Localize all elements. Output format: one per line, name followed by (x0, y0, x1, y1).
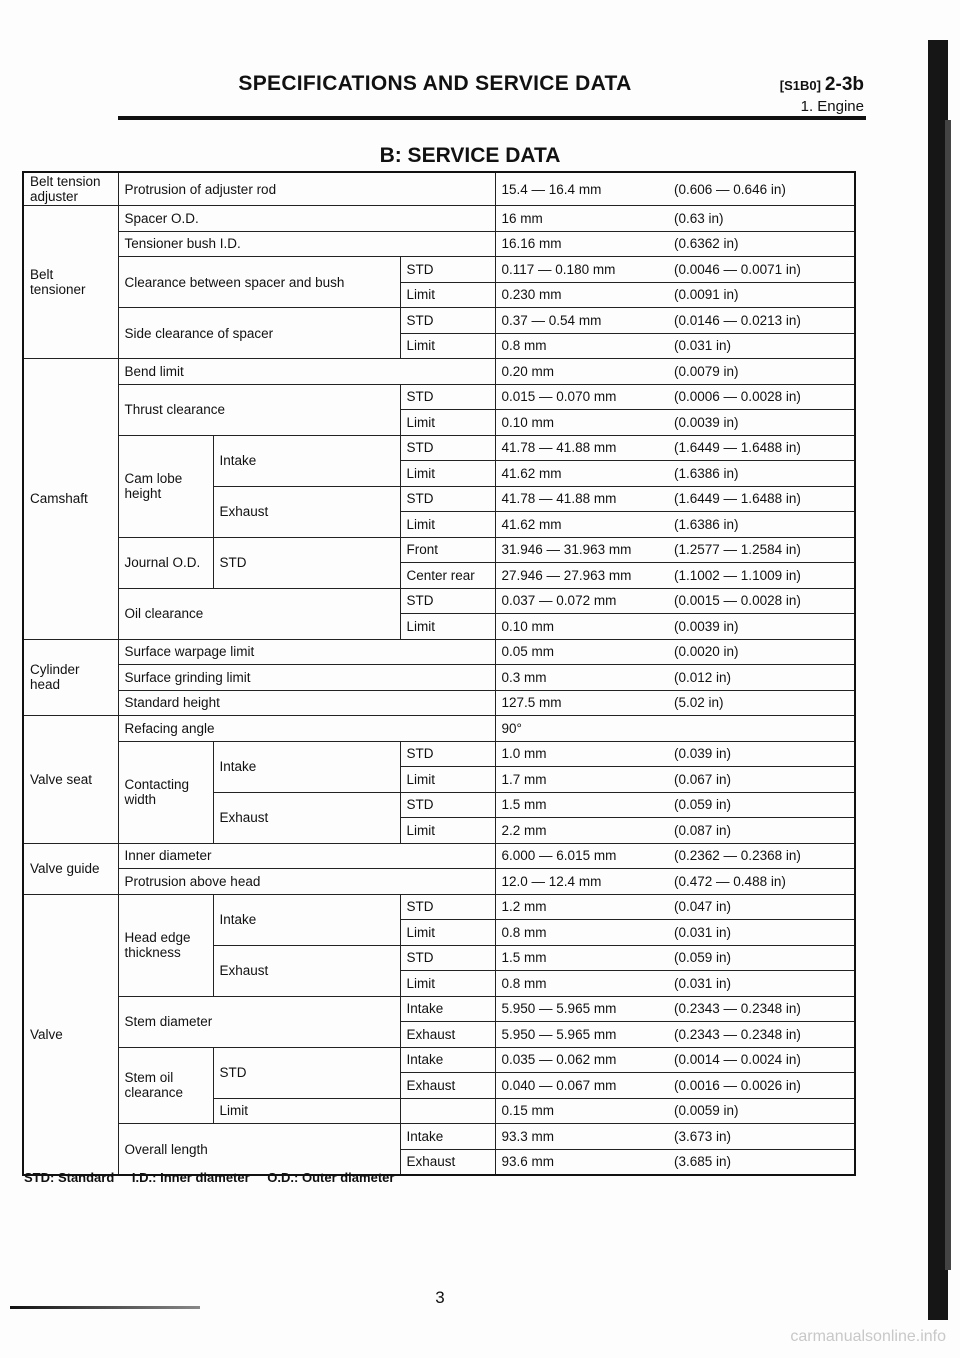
value-mm: 31.946 — 31.963 mm (495, 537, 668, 563)
qualifier: STD (400, 486, 495, 512)
value-in: (0.031 in) (668, 971, 855, 997)
binding-strip-edge (945, 120, 951, 1270)
value-mm: 90° (495, 716, 668, 742)
value-in: (0.0020 in) (668, 639, 855, 665)
chapter-subtitle: 1. Engine (800, 98, 864, 115)
page-number: 3 (435, 1288, 445, 1307)
value-in: (1.6386 in) (668, 461, 855, 487)
table-row (23, 996, 855, 1022)
value-in: (0.039 in) (668, 741, 855, 767)
value-mm: 1.5 mm (495, 945, 668, 971)
section-code (780, 74, 864, 96)
value-in: (0.031 in) (668, 333, 855, 359)
group-label: Cylinder head (23, 639, 118, 716)
table-row (23, 537, 855, 563)
item-label: Contacting width (118, 741, 213, 843)
section-code-number: 2-3b (824, 74, 864, 95)
value-mm: 0.37 — 0.54 mm (495, 308, 668, 334)
value-mm: 0.10 mm (495, 410, 668, 436)
value-mm: 0.20 mm (495, 359, 668, 385)
item-label: Thrust clearance (118, 384, 400, 435)
table-row (23, 359, 855, 385)
table-row (23, 1047, 855, 1073)
qualifier: Limit (400, 614, 495, 640)
item-label: Journal O.D. (118, 537, 213, 588)
qualifier: STD (400, 741, 495, 767)
value-in: (0.087 in) (668, 818, 855, 844)
footer-rule (10, 1306, 200, 1309)
qualifier: STD (400, 945, 495, 971)
qualifier: Intake (400, 996, 495, 1022)
legend-id: I.D.: Inner diameter (131, 1170, 250, 1185)
qualifier: STD (400, 894, 495, 920)
sub-label: Exhaust (213, 486, 400, 537)
value-in: (0.0014 — 0.0024 in) (668, 1047, 855, 1073)
item-label: Oil clearance (118, 588, 400, 639)
value-mm: 41.62 mm (495, 461, 668, 487)
qualifier: Limit (400, 920, 495, 946)
table-row (23, 257, 855, 283)
table-row (23, 588, 855, 614)
value-mm: 0.15 mm (495, 1098, 668, 1124)
value-mm: 0.8 mm (495, 333, 668, 359)
table-row (23, 665, 855, 691)
value-mm: 1.0 mm (495, 741, 668, 767)
value-in: (0.606 — 0.646 in) (668, 172, 855, 206)
value-mm: 0.037 — 0.072 mm (495, 588, 668, 614)
value-mm: 93.3 mm (495, 1124, 668, 1150)
table-row (23, 639, 855, 665)
value-mm: 16 mm (495, 206, 668, 232)
value-in: (0.472 — 0.488 in) (668, 869, 855, 895)
table-row (23, 843, 855, 869)
item-label: Stem diameter (118, 996, 400, 1047)
item-label: Overall length (118, 1124, 400, 1176)
sub-label: STD (213, 1047, 400, 1098)
value-in: (0.0039 in) (668, 614, 855, 640)
value-mm: 2.2 mm (495, 818, 668, 844)
value-in: (0.0079 in) (668, 359, 855, 385)
qualifier: Limit (400, 282, 495, 308)
item-label: Refacing angle (118, 716, 495, 742)
value-in: (0.6362 in) (668, 231, 855, 257)
qualifier: Limit (400, 818, 495, 844)
value-in: (1.1002 — 1.1009 in) (668, 563, 855, 589)
value-in: (1.6386 in) (668, 512, 855, 538)
group-label: Belt tension adjuster (23, 172, 118, 206)
qualifier: STD (400, 308, 495, 334)
qualifier: Limit (400, 333, 495, 359)
item-label: Side clearance of spacer (118, 308, 400, 359)
table-row (23, 308, 855, 334)
qualifier: Limit (400, 767, 495, 793)
table-row (23, 690, 855, 716)
value-mm: 0.230 mm (495, 282, 668, 308)
item-label: Protrusion above head (118, 869, 495, 895)
value-mm: 12.0 — 12.4 mm (495, 869, 668, 895)
value-in: (1.2577 — 1.2584 in) (668, 537, 855, 563)
qualifier: Limit (400, 512, 495, 538)
sub-label: Intake (213, 741, 400, 792)
item-label: Tensioner bush I.D. (118, 231, 495, 257)
qualifier: STD (400, 792, 495, 818)
group-label: Valve seat (23, 716, 118, 844)
value-mm: 0.035 — 0.062 mm (495, 1047, 668, 1073)
value-in: (0.0059 in) (668, 1098, 855, 1124)
item-label: Cam lobe height (118, 435, 213, 537)
value-mm: 15.4 — 16.4 mm (495, 172, 668, 206)
value-in: (0.0015 — 0.0028 in) (668, 588, 855, 614)
value-mm: 6.000 — 6.015 mm (495, 843, 668, 869)
table-row (23, 716, 855, 742)
table-row (23, 384, 855, 410)
value-in: (0.0016 — 0.0026 in) (668, 1073, 855, 1099)
qualifier: Limit (400, 971, 495, 997)
value-mm: 0.8 mm (495, 920, 668, 946)
value-in: (0.0006 — 0.0028 in) (668, 384, 855, 410)
table-row (23, 231, 855, 257)
value-mm: 0.8 mm (495, 971, 668, 997)
sub-label: Exhaust (213, 945, 400, 996)
value-mm: 41.78 — 41.88 mm (495, 435, 668, 461)
item-label: Protrusion of adjuster rod (118, 172, 495, 206)
value-in: (0.067 in) (668, 767, 855, 793)
sub-label: Intake (213, 894, 400, 945)
qualifier: Front (400, 537, 495, 563)
value-in: (0.0046 — 0.0071 in) (668, 257, 855, 283)
value-in: (0.63 in) (668, 206, 855, 232)
abbreviation-legend (24, 1170, 408, 1185)
value-in: (0.059 in) (668, 945, 855, 971)
legend-od: O.D.: Outer diameter (267, 1170, 395, 1185)
value-mm: 5.950 — 5.965 mm (495, 996, 668, 1022)
value-mm: 41.78 — 41.88 mm (495, 486, 668, 512)
table-row (23, 172, 855, 206)
value-in: (0.012 in) (668, 665, 855, 691)
sub-label: Intake (213, 435, 400, 486)
value-mm: 0.10 mm (495, 614, 668, 640)
qualifier: Intake (400, 1047, 495, 1073)
watermark: carmanualsonline.info (790, 1328, 946, 1345)
service-data-table (22, 171, 856, 1176)
value-mm: 93.6 mm (495, 1149, 668, 1175)
item-label: Clearance between spacer and bush (118, 257, 400, 308)
value-in: (5.02 in) (668, 690, 855, 716)
value-in: (1.6449 — 1.6488 in) (668, 435, 855, 461)
value-in: (0.0091 in) (668, 282, 855, 308)
table-row (23, 894, 855, 920)
value-in: (0.0146 — 0.0213 in) (668, 308, 855, 334)
qualifier: Exhaust (400, 1073, 495, 1099)
group-label: Valve guide (23, 843, 118, 894)
table-row (23, 435, 855, 461)
sub-label: Exhaust (213, 792, 400, 843)
sub-label: STD (213, 537, 400, 588)
value-in: (3.673 in) (668, 1124, 855, 1150)
qualifier: Limit (400, 461, 495, 487)
value-mm: 27.946 — 27.963 mm (495, 563, 668, 589)
value-mm: 1.2 mm (495, 894, 668, 920)
group-label: Camshaft (23, 359, 118, 640)
item-label: Surface grinding limit (118, 665, 495, 691)
legend-std: STD: Standard (24, 1170, 115, 1185)
table-row (23, 1124, 855, 1150)
item-label: Stem oil clearance (118, 1047, 213, 1124)
value-in: (0.0039 in) (668, 410, 855, 436)
value-mm: 127.5 mm (495, 690, 668, 716)
section-code-prefix: [S1B0] (779, 78, 821, 93)
value-in: (3.685 in) (668, 1149, 855, 1175)
value-in: (0.031 in) (668, 920, 855, 946)
qualifier: STD (400, 257, 495, 283)
group-label: Valve (23, 894, 118, 1175)
value-mm: 5.950 — 5.965 mm (495, 1022, 668, 1048)
qualifier: STD (400, 435, 495, 461)
value-mm: 0.05 mm (495, 639, 668, 665)
qualifier: Intake (400, 1124, 495, 1150)
qualifier: STD (400, 588, 495, 614)
table-row (23, 869, 855, 895)
value-in: (0.2343 — 0.2348 in) (668, 1022, 855, 1048)
qualifier: Exhaust (400, 1149, 495, 1175)
value-mm: 0.117 — 0.180 mm (495, 257, 668, 283)
qualifier (400, 1098, 495, 1124)
value-in: (0.2343 — 0.2348 in) (668, 996, 855, 1022)
qualifier: STD (400, 384, 495, 410)
value-in: (1.6449 — 1.6488 in) (668, 486, 855, 512)
sub-label: Limit (213, 1098, 400, 1124)
section-title: B: SERVICE DATA (379, 144, 561, 167)
group-label: Belt tensioner (23, 206, 118, 359)
value-in: (0.2362 — 0.2368 in) (668, 843, 855, 869)
value-mm: 0.015 — 0.070 mm (495, 384, 668, 410)
value-mm: 0.040 — 0.067 mm (495, 1073, 668, 1099)
item-label: Surface warpage limit (118, 639, 495, 665)
value-in: (0.059 in) (668, 792, 855, 818)
qualifier: Exhaust (400, 1022, 495, 1048)
item-label: Spacer O.D. (118, 206, 495, 232)
value-mm: 0.3 mm (495, 665, 668, 691)
value-mm: 1.5 mm (495, 792, 668, 818)
header-rule (118, 116, 866, 120)
value-mm: 41.62 mm (495, 512, 668, 538)
value-in: (0.047 in) (668, 894, 855, 920)
qualifier: Center rear (400, 563, 495, 589)
table-row (23, 206, 855, 232)
value-mm: 1.7 mm (495, 767, 668, 793)
page-title: SPECIFICATIONS AND SERVICE DATA (238, 72, 632, 95)
qualifier: Limit (400, 410, 495, 436)
value-mm: 16.16 mm (495, 231, 668, 257)
item-label: Inner diameter (118, 843, 495, 869)
item-label: Head edge thickness (118, 894, 213, 996)
value-in (668, 716, 855, 742)
table-row (23, 741, 855, 767)
item-label: Bend limit (118, 359, 495, 385)
item-label: Standard height (118, 690, 495, 716)
